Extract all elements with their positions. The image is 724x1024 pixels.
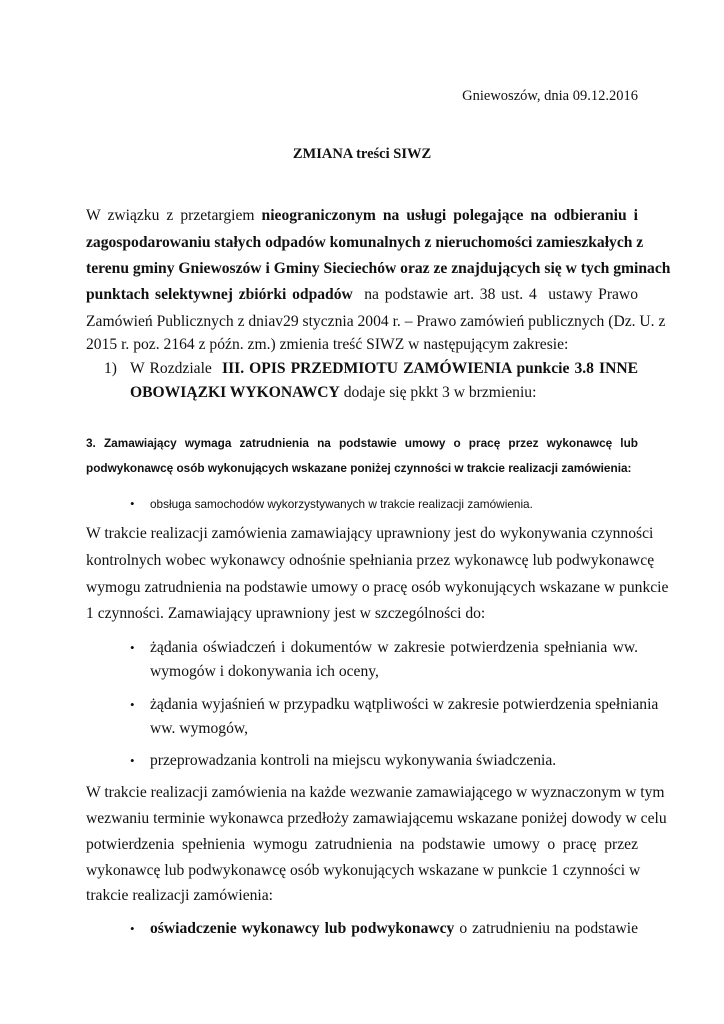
intro-line-6: 2015 r. poz. 2164 z późn. zm.) zmienia treść SIWZ w następującym zakresie: xyxy=(86,336,569,353)
para2-line-2: kontrolnych wobec wykonawcy odnośnie spełniania przez wykonawcę lub podwykonawcę xyxy=(86,552,655,569)
item1-bold-text: OBOWIĄZKI WYKONAWCY xyxy=(130,384,340,401)
para3-line-3: potwierdzenia spełnienia wymogu zatrudnienia na podstawie umowy o pracę przez xyxy=(86,836,638,853)
para3-line-5: trakcie realizacji zamówienia: xyxy=(86,887,274,904)
list-number: 1) xyxy=(104,360,117,377)
item1-bold-text: III. OPIS PRZEDMIOTU ZAMÓWIENIA punkcie 3.8 INNE xyxy=(222,360,638,377)
item1-text: dodaje się pkkt 3 w brzmieniu: xyxy=(339,384,537,401)
bullet-icon: • xyxy=(130,640,135,655)
bullet-icon: • xyxy=(130,753,135,768)
para3-line-1: W trakcie realizacji zamówienia na każde wezwanie zamawiającego w wyznaczonym w tym xyxy=(86,784,665,801)
list2-item-a-line-1: żądania oświadczeń i dokumentów w zakresie potwierdzenia spełniania ww. xyxy=(150,639,638,656)
point3-bullet-text: obsługa samochodów wykorzystywanych w trakcie realizacji zamówienia. xyxy=(150,497,533,511)
list2-item-a-line-2: wymogów i dokonywania ich oceny, xyxy=(150,663,379,680)
bullet-icon: • xyxy=(130,697,135,712)
intro-bold-text: punktach selektywnej zbiórki odpadów xyxy=(86,286,353,303)
list2-item-b-line-1: żądania wyjaśnień w przypadku wątpliwości w zakresie potwierdzenia spełniania xyxy=(150,696,659,713)
para2-line-1: W trakcie realizacji zamówienia zamawiający uprawniony jest do wykonywania czynności xyxy=(86,525,654,542)
item1-line-2 xyxy=(130,381,638,405)
document-date: Gniewoszów, dnia 09.12.2016 xyxy=(462,88,638,104)
intro-text: W związku z przetargiem xyxy=(86,207,262,224)
list3-item-a xyxy=(150,917,638,941)
intro-bold-text: nieograniczonym na usługi polegające na odbieraniu i xyxy=(261,207,638,224)
bullet-icon: • xyxy=(130,496,135,511)
list3-bold-text: oświadczenie wykonawcy lub podwykonawcy xyxy=(150,920,455,937)
intro-line-5: Zamówień Publicznych z dniav29 stycznia 2004 r. – Prawo zamówień publicznych (Dz. U. z xyxy=(86,313,666,330)
item1-line-1 xyxy=(130,357,638,381)
intro-line-1 xyxy=(86,204,638,228)
list2-item-c: przeprowadzania kontroli na miejscu wykonywania świadczenia. xyxy=(150,752,557,769)
document-title: ZMIANA treści SIWZ xyxy=(292,146,432,162)
para2-line-4: 1 czynności. Zamawiający uprawniony jest w szczególności do: xyxy=(86,605,486,622)
point3-line-1: 3. Zamawiający wymaga zatrudnienia na podstawie umowy o pracę przez wykonawcę lub xyxy=(86,436,638,450)
intro-line-2: zagospodarowaniu stałych odpadów komunalnych z nieruchomości zamieszkałych z xyxy=(86,234,644,251)
intro-line-3: terenu gminy Gniewoszów i Gminy Sieciechów oraz ze znajdujących się w tych gminach xyxy=(86,260,671,277)
intro-text: na podstawie art. 38 ust. 4 ustawy Prawo xyxy=(352,286,638,303)
intro-line-4 xyxy=(86,283,638,307)
bullet-icon: • xyxy=(130,921,135,936)
para3-line-2: wezwaniu terminie wykonawca przedłoży zamawiającemu wskazane poniżej dowody w celu xyxy=(86,810,667,827)
list2-item-b-line-2: ww. wymogów, xyxy=(150,720,249,737)
point3-line-2: podwykonawcę osób wykonujących wskazane poniżej czynności w trakcie realizacji zamówienia: xyxy=(86,461,632,475)
item1-text: W Rozdziale xyxy=(130,360,222,377)
list3-text: o zatrudnieniu na podstawie xyxy=(454,920,638,937)
para3-line-4: wykonawcę lub podwykonawcę osób wykonujących wskazane w punkcie 1 czynności w xyxy=(86,862,641,879)
para2-line-3: wymogu zatrudnienia na podstawie umowy o pracę osób wykonujących wskazane w punkcie xyxy=(86,579,669,596)
